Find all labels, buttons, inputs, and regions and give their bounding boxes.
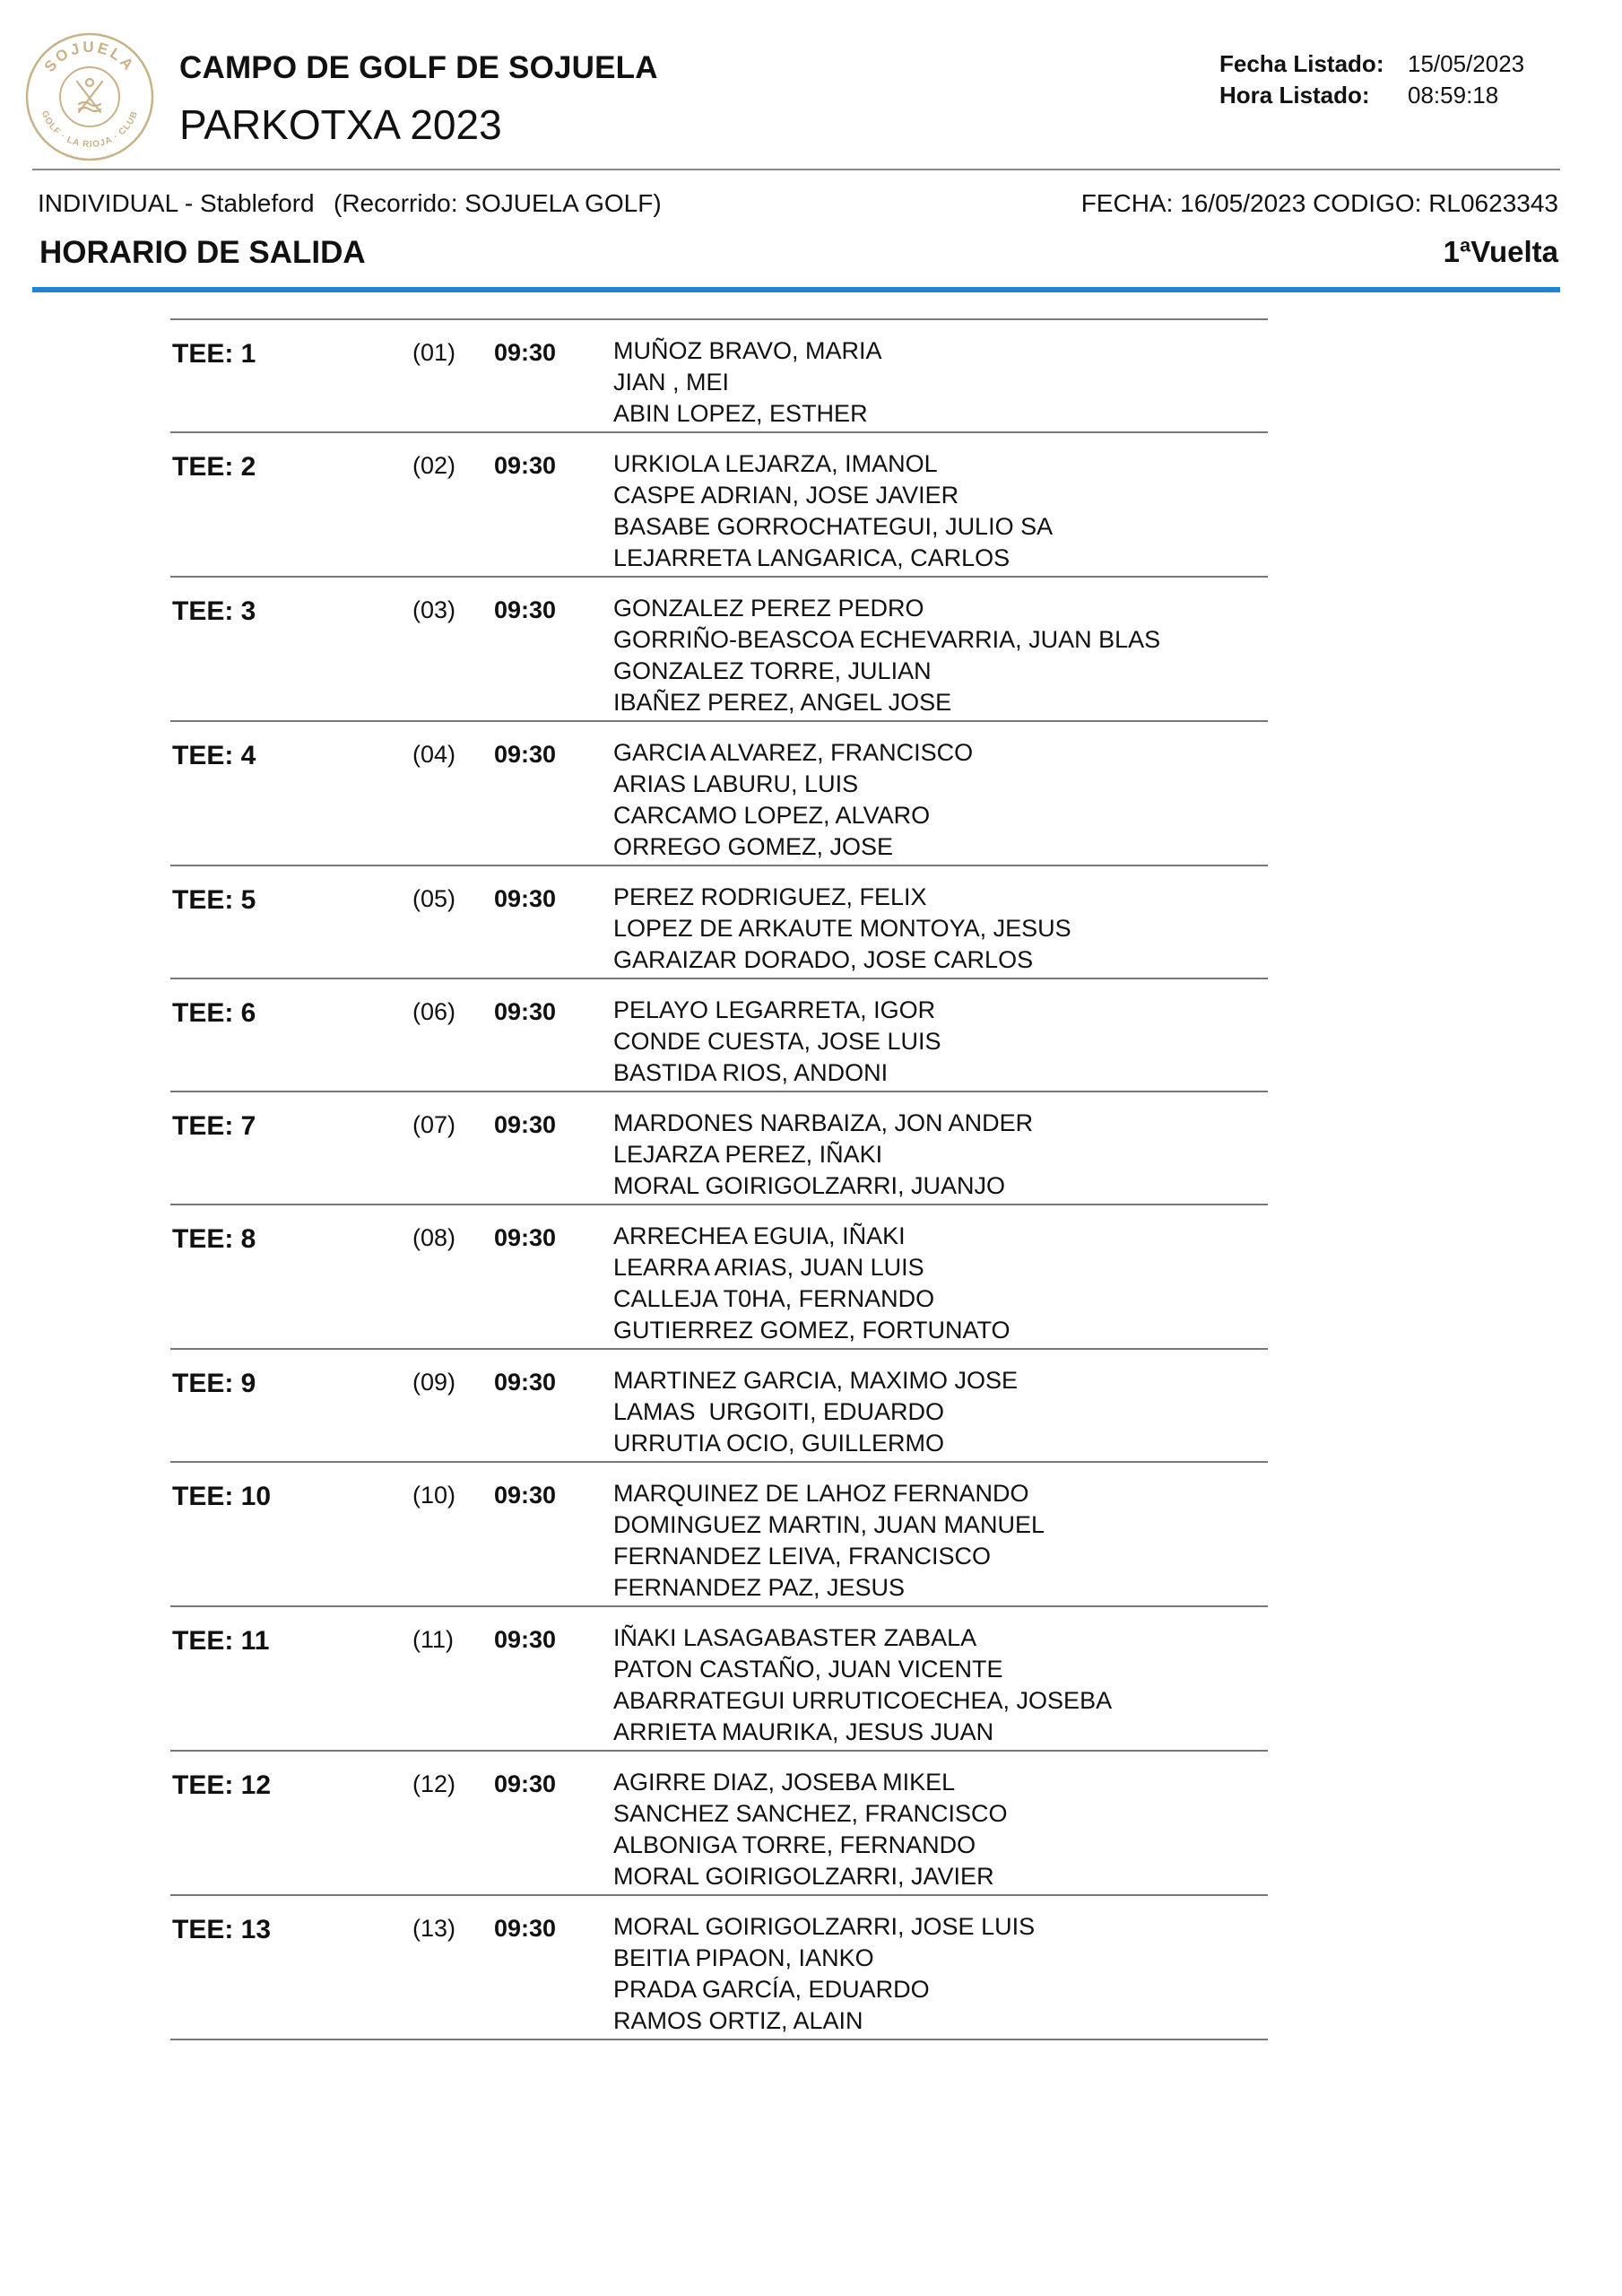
fecha-listado-row bbox=[1219, 50, 1396, 81]
tee-group-number: (04) bbox=[412, 741, 456, 768]
hora-listado-value: 08:59:18 bbox=[1408, 82, 1499, 109]
page-title: HORARIO DE SALIDA bbox=[39, 235, 366, 270]
player-name: ORREGO GOMEZ, JOSE bbox=[613, 833, 894, 860]
tee-schedule bbox=[170, 318, 1268, 2040]
tee-row bbox=[170, 1092, 1268, 1205]
tee-row bbox=[170, 1752, 1268, 1896]
player-name: ALBONIGA TORRE, FERNANDO bbox=[613, 1831, 976, 1858]
player-name: MORAL GOIRIGOLZARRI, JUANJO bbox=[613, 1172, 1006, 1199]
tee-group-number: (10) bbox=[412, 1482, 456, 1509]
player-list bbox=[613, 1221, 1268, 1346]
player-name: ABARRATEGUI URRUTICOECHEA, JOSEBA bbox=[613, 1687, 1113, 1714]
player-name: MARQUINEZ DE LAHOZ FERNANDO bbox=[613, 1480, 1029, 1507]
tee-time: 09:30 bbox=[494, 1482, 557, 1509]
tee-time: 09:30 bbox=[494, 1770, 557, 1797]
tee-label: TEE: 5 bbox=[172, 885, 256, 915]
player-name: BASABE GORROCHATEGUI, JULIO SA bbox=[613, 513, 1054, 540]
tee-row bbox=[170, 979, 1268, 1092]
player-name: MORAL GOIRIGOLZARRI, JAVIER bbox=[613, 1863, 994, 1890]
player-name: ABIN LOPEZ, ESTHER bbox=[613, 400, 868, 427]
tee-group-number: (01) bbox=[412, 339, 456, 366]
tee-group-number: (12) bbox=[412, 1770, 456, 1797]
player-name: CASPE ADRIAN, JOSE JAVIER bbox=[613, 482, 959, 509]
player-list bbox=[613, 1478, 1268, 1604]
player-list bbox=[613, 995, 1268, 1089]
player-name: LOPEZ DE ARKAUTE MONTOYA, JESUS bbox=[613, 915, 1071, 942]
tee-group-number: (06) bbox=[412, 998, 456, 1025]
tee-label: TEE: 10 bbox=[172, 1482, 272, 1511]
player-name: DOMINGUEZ MARTIN, JUAN MANUEL bbox=[613, 1511, 1045, 1538]
player-name: MARDONES NARBAIZA, JON ANDER bbox=[613, 1109, 1034, 1136]
tee-row bbox=[170, 866, 1268, 979]
tee-label: TEE: 9 bbox=[172, 1369, 256, 1398]
tee-time: 09:30 bbox=[494, 1111, 557, 1138]
player-name: MUÑOZ BRAVO, MARIA bbox=[613, 337, 882, 364]
tee-group-number: (05) bbox=[412, 885, 456, 912]
player-name: ARIAS LABURU, LUIS bbox=[613, 770, 859, 797]
tee-label: TEE: 2 bbox=[172, 452, 256, 482]
player-name: FERNANDEZ LEIVA, FRANCISCO bbox=[613, 1543, 992, 1570]
tee-row bbox=[170, 722, 1268, 866]
player-name: LEJARZA PEREZ, IÑAKI bbox=[613, 1141, 883, 1168]
fecha-listado-value: 15/05/2023 bbox=[1408, 50, 1525, 77]
format-label: INDIVIDUAL - Stableford bbox=[38, 189, 315, 217]
player-name: GARAIZAR DORADO, JOSE CARLOS bbox=[613, 946, 1034, 973]
player-list bbox=[613, 335, 1268, 430]
player-name: URKIOLA LEJARZA, IMANOL bbox=[613, 450, 938, 477]
player-name: MARTINEZ GARCIA, MAXIMO JOSE bbox=[613, 1367, 1019, 1394]
tee-time: 09:30 bbox=[494, 1626, 557, 1653]
tee-label: TEE: 11 bbox=[172, 1626, 270, 1656]
tee-row bbox=[170, 578, 1268, 722]
header-divider bbox=[32, 169, 1560, 170]
player-name: PATON CASTAÑO, JUAN VICENTE bbox=[613, 1656, 1003, 1683]
player-name: RAMOS ORTIZ, ALAIN bbox=[613, 2007, 863, 2034]
player-name: GORRIÑO-BEASCOA ECHEVARRIA, JUAN BLAS bbox=[613, 626, 1161, 653]
tee-time: 09:30 bbox=[494, 1915, 557, 1942]
golf-club-icon bbox=[77, 79, 102, 112]
player-list bbox=[613, 593, 1268, 718]
player-name: CARCAMO LOPEZ, ALVARO bbox=[613, 802, 931, 829]
player-name: SANCHEZ SANCHEZ, FRANCISCO bbox=[613, 1800, 1008, 1827]
tee-row bbox=[170, 1350, 1268, 1463]
course-label: (Recorrido: SOJUELA GOLF) bbox=[334, 189, 662, 217]
club-logo bbox=[25, 32, 154, 161]
player-name: IÑAKI LASAGABASTER ZABALA bbox=[613, 1624, 977, 1651]
tee-label: TEE: 12 bbox=[172, 1770, 272, 1800]
tee-label: TEE: 4 bbox=[172, 741, 256, 770]
player-name: CALLEJA T0HA, FERNANDO bbox=[613, 1285, 935, 1312]
tee-row bbox=[170, 1896, 1268, 2040]
player-name: IBAÑEZ PEREZ, ANGEL JOSE bbox=[613, 689, 952, 716]
player-list bbox=[613, 1622, 1268, 1748]
tee-group-number: (07) bbox=[412, 1111, 456, 1138]
tee-time: 09:30 bbox=[494, 998, 557, 1025]
player-list bbox=[613, 448, 1268, 574]
player-list bbox=[613, 882, 1268, 976]
hora-listado-row bbox=[1219, 82, 1396, 112]
player-name: BEITIA PIPAON, IANKO bbox=[613, 1944, 874, 1971]
round-label: 1ªVuelta bbox=[1443, 235, 1558, 268]
player-name: GONZALEZ TORRE, JULIAN bbox=[613, 657, 932, 684]
tee-group-number: (03) bbox=[412, 596, 456, 623]
player-name: URRUTIA OCIO, GUILLERMO bbox=[613, 1430, 945, 1457]
player-name: GARCIA ALVAREZ, FRANCISCO bbox=[613, 739, 974, 766]
player-name: ARRECHEA EGUIA, IÑAKI bbox=[613, 1222, 906, 1249]
title-divider bbox=[32, 287, 1560, 292]
player-name: CONDE CUESTA, JOSE LUIS bbox=[613, 1028, 941, 1055]
tee-time: 09:30 bbox=[494, 596, 557, 623]
player-list bbox=[613, 1767, 1268, 1892]
tee-label: TEE: 3 bbox=[172, 596, 256, 626]
player-name: AGIRRE DIAZ, JOSEBA MIKEL bbox=[613, 1769, 956, 1796]
tee-row bbox=[170, 1607, 1268, 1752]
tee-group-number: (11) bbox=[412, 1626, 455, 1653]
player-name: FERNANDEZ PAZ, JESUS bbox=[613, 1574, 906, 1601]
tee-row bbox=[170, 1205, 1268, 1350]
player-name: PRADA GARCÍA, EDUARDO bbox=[613, 1976, 930, 2003]
player-list bbox=[613, 1108, 1268, 1202]
tee-time: 09:30 bbox=[494, 452, 557, 479]
tee-group-number: (02) bbox=[412, 452, 456, 479]
tee-time: 09:30 bbox=[494, 1224, 557, 1251]
tee-label: TEE: 7 bbox=[172, 1111, 256, 1141]
player-name: ARRIETA MAURIKA, JESUS JUAN bbox=[613, 1718, 994, 1745]
tee-time: 09:30 bbox=[494, 1369, 557, 1396]
tee-group-number: (13) bbox=[412, 1915, 456, 1942]
event-name: PARKOTXA 2023 bbox=[179, 101, 502, 148]
tee-time: 09:30 bbox=[494, 339, 557, 366]
tee-group-number: (08) bbox=[412, 1224, 456, 1251]
player-list bbox=[613, 737, 1268, 863]
tee-row bbox=[170, 433, 1268, 578]
player-name: GUTIERREZ GOMEZ, FORTUNATO bbox=[613, 1317, 1010, 1344]
player-name: LEJARRETA LANGARICA, CARLOS bbox=[613, 544, 1010, 571]
player-name: LEARRA ARIAS, JUAN LUIS bbox=[613, 1254, 924, 1281]
fecha-listado-label: Fecha Listado: bbox=[1219, 50, 1384, 77]
logo-text-top: SOJUELA bbox=[40, 38, 139, 75]
hora-listado-label: Hora Listado: bbox=[1219, 82, 1370, 109]
tee-time: 09:30 bbox=[494, 741, 557, 768]
tee-time: 09:30 bbox=[494, 885, 557, 912]
player-name: BASTIDA RIOS, ANDONI bbox=[613, 1059, 889, 1086]
player-list bbox=[613, 1911, 1268, 2037]
club-name: CAMPO DE GOLF DE SOJUELA bbox=[179, 50, 658, 85]
tee-row bbox=[170, 1463, 1268, 1607]
logo-text-bottom: GOLF · LA RIOJA · CLUB bbox=[39, 109, 141, 151]
player-name: GONZALEZ PEREZ PEDRO bbox=[613, 595, 924, 622]
player-name: PEREZ RODRIGUEZ, FELIX bbox=[613, 883, 927, 910]
player-list bbox=[613, 1365, 1268, 1459]
tee-row bbox=[170, 320, 1268, 433]
player-name: PELAYO LEGARRETA, IGOR bbox=[613, 996, 936, 1023]
player-name: LAMAS URGOITI, EDUARDO bbox=[613, 1398, 945, 1425]
player-name: MORAL GOIRIGOLZARRI, JOSE LUIS bbox=[613, 1913, 1036, 1940]
player-name: JIAN , MEI bbox=[613, 369, 730, 396]
tee-group-number: (09) bbox=[412, 1369, 456, 1396]
tee-label: TEE: 1 bbox=[172, 339, 256, 369]
date-code-label: FECHA: 16/05/2023 CODIGO: RL0623343 bbox=[1080, 189, 1558, 217]
tee-label: TEE: 8 bbox=[172, 1224, 256, 1254]
tee-label: TEE: 13 bbox=[172, 1915, 272, 1944]
tee-label: TEE: 6 bbox=[172, 998, 256, 1028]
